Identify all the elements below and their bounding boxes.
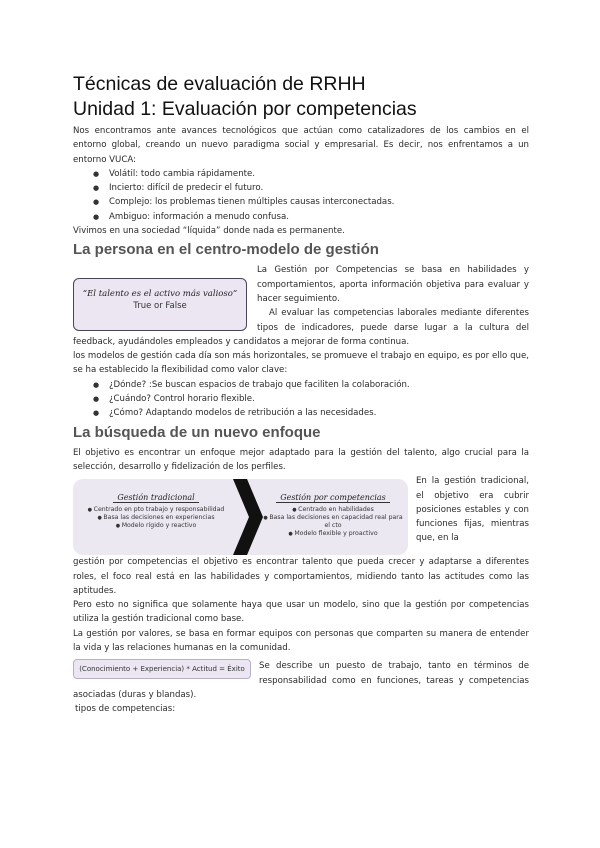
vuca-list <box>73 167 529 224</box>
competency-paragraph: La Gestión por Competencias se basa en habilidades y comportamientos, aporta información objetiva para evaluar y hacer seguimiento. <box>257 265 529 304</box>
list-item: ● Basa las decisiones en experiencias <box>81 514 231 522</box>
list-item: ● Incierto: difícil de predecir el futuro. <box>93 181 529 195</box>
traditional-title: Gestión tradicional <box>113 493 198 503</box>
flexibility-list <box>73 378 529 421</box>
list-item: ● Basa las decisiones en capacidad real para el cto <box>263 514 403 530</box>
comparison-diagram <box>73 479 408 555</box>
document-title: Técnicas de evaluación de RRHH <box>73 73 366 95</box>
objective-paragraph: El objetivo es encontrar un enfoque mejor adaptado para la gestión del talento, algo crucial para la selección, desarrollo y fidelización de los perfiles. <box>73 447 529 472</box>
list-item: ● Volátil: todo cambia rápidamente. <box>93 167 529 181</box>
list-item: ● Modelo rígido y reactivo <box>81 522 231 530</box>
list-item: ● Complejo: los problemas tienen múltiples causas interconectadas. <box>93 195 529 209</box>
values-paragraph: La gestión por valores, se basa en formar equipos con personas que comparten su manera de entender la vida y las relaciones humanas en la comunidad. <box>73 628 529 654</box>
success-formula: (Conocimiento + Experiencia) * Actitud = Éxito <box>73 659 251 679</box>
liquid-society-text: Vivimos en una sociedad “líquida” donde nada es permanente. <box>73 226 345 237</box>
quote-box <box>73 278 247 331</box>
section-heading-persona: La persona en el centro-modelo de gestión <box>73 241 379 259</box>
list-item: ● Ambiguo: información a menudo confusa. <box>93 210 529 224</box>
chevron-right-icon <box>233 479 265 555</box>
job-description-paragraph: Se describe un puesto de trabajo, tanto en términos de responsabilidad como en funciones, tareas y competencias asociadas (duras y blandas). <box>73 661 529 700</box>
competencias-title: Gestión por competencias <box>276 493 390 503</box>
list-item: ● ¿Cómo? Adaptando modelos de retribución a las necesidades. <box>93 406 529 420</box>
traditional-side-text: En la gestión tradicional, el objetivo era cubrir posiciones estables y con funciones fijas, mientras que, en la <box>416 476 529 544</box>
document-page <box>73 72 529 717</box>
feedback-paragraph: Al evaluar las competencias laborales mediante diferentes tipos de indicadores, puede darse lugar a la cultura del feedback, ayudándoles empleados y candidatos a mejorar de forma continua. <box>73 308 529 347</box>
quote-subtext: True or False <box>133 301 187 312</box>
traditional-column <box>81 485 231 530</box>
horizontal-models-paragraph: los modelos de gestión cada día son más horizontales, se promueve el trabajo en equipo, es por ello que, se ha establecido la flexibilidad como valor clave: <box>73 351 529 376</box>
section-heading-enfoque: La búsqueda de un nuevo enfoque <box>73 423 321 441</box>
competency-types-text: tipos de competencias: <box>75 704 176 715</box>
list-item: ● ¿Cuándo? Control horario flexible. <box>93 392 529 406</box>
unit-title: Unidad 1: Evaluación por competencias <box>73 98 417 120</box>
list-item: ● Modelo flexible y proactivo <box>263 530 403 538</box>
competencias-goal-paragraph: gestión por competencias el objetivo es encontrar talento que pueda crecer y adaptarse a diferentes roles, el foco real está en las habilidades y comportamientos, midiendo tanto las actitudes como las aptitudes. <box>73 557 529 596</box>
quote-text: “El talento es el activo más valioso” <box>82 289 238 300</box>
list-item: ● ¿Dónde? :Se buscan espacios de trabajo que faciliten la colaboración. <box>93 378 529 392</box>
base-model-paragraph: Pero esto no significa que solamente haya que usar un modelo, sino que la gestión por competencias utiliza la gestión tradicional como base. <box>73 600 529 625</box>
competencias-column <box>263 485 403 538</box>
list-item: ● Centrado en pto trabajo y responsabilidad <box>81 506 231 514</box>
list-item: ● Centrado en habilidades <box>263 506 403 514</box>
intro-paragraph: Nos encontramos ante avances tecnológicos que actúan como catalizadores de los cambios en el entorno global, creando un nuevo paradigma social y empresarial. Es decir, nos enfrentamos a un entorno VUCA: <box>73 126 529 165</box>
